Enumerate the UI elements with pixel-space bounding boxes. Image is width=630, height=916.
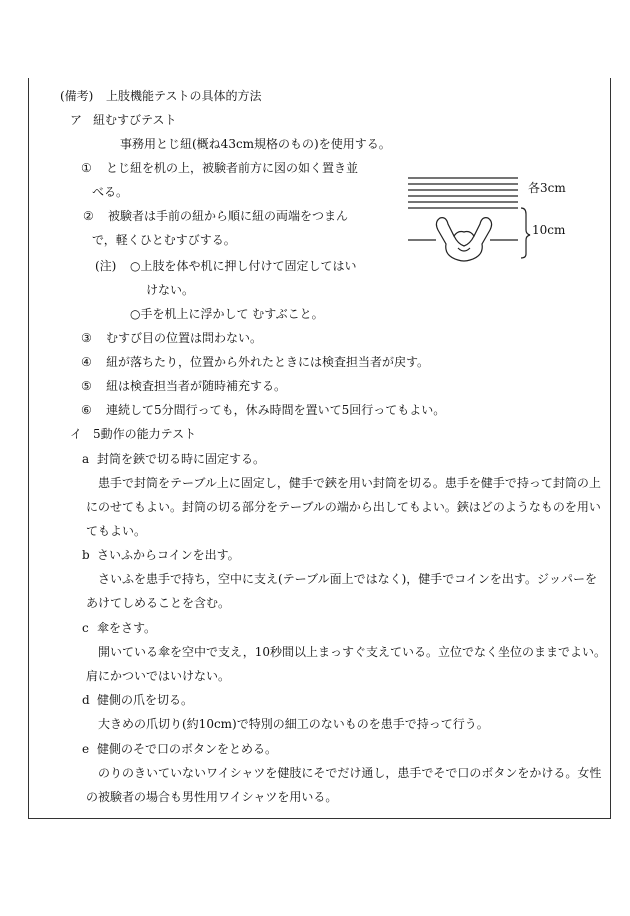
item-4-num: ④ xyxy=(81,355,92,369)
task-e-letter: e xyxy=(82,742,90,756)
item-2-line-2: で，軽くひとむすびする。 xyxy=(92,233,236,247)
section-b-title: 5動作の能力テスト xyxy=(93,427,197,441)
page-title: 上肢機能テストの具体的方法 xyxy=(106,89,262,103)
task-a-line-1: 患手で封筒をテーブル上に固定し，健手で鋏を用い封筒を切る。患手を健手で持って封筒の上 xyxy=(98,476,601,490)
task-c-letter: c xyxy=(82,621,89,635)
note-1-line-2: けない。 xyxy=(146,283,195,297)
task-d-title: 健側の爪を切る。 xyxy=(97,693,194,707)
figure-label-each: 各3cm xyxy=(528,181,566,195)
item-4-text: 紐が落ちたり，位置から外れたときには検査担当者が戻す。 xyxy=(106,355,430,369)
task-a-line-2: にのせてもよい。封筒の切る部分をテーブルの端から出してもよい。鋏はどのようなものを用い xyxy=(86,500,601,514)
task-b-title: さいふからコインを出す。 xyxy=(97,548,240,562)
section-b-mark: イ xyxy=(70,427,83,441)
item-3-text: むすび目の位置は問わない。 xyxy=(106,331,263,345)
task-d-line-1: 大きめの爪切り(約10cm)で特別の細工のないものを患手で持って行う。 xyxy=(98,717,489,731)
task-a-letter: a xyxy=(82,452,90,466)
section-a-mark: ア xyxy=(70,113,83,127)
item-1-line-2: べる。 xyxy=(92,185,129,199)
note-label: (備考) xyxy=(60,89,94,103)
section-a-intro: 事務用とじ紐(概ね43cm規格のもの)を使用する。 xyxy=(120,137,391,151)
note-2: ○手を机上に浮かして むすぶこと。 xyxy=(130,307,324,321)
note-mark: (注) xyxy=(95,259,117,273)
item-5-text: 紐は検査担当者が随時補充する。 xyxy=(106,379,287,393)
task-a-line-3: てもよい。 xyxy=(86,524,147,538)
item-6-num: ⑥ xyxy=(81,403,92,417)
task-c-line-1: 開いている傘を空中で支え，10秒間以上まっすぐ支えている。立位でなく坐位のままでよい。 xyxy=(98,645,606,659)
task-b-line-1: さいふを患手で持ち，空中に支え(テーブル面上ではなく)，健手でコインを出す。ジッパーを xyxy=(98,572,597,586)
item-2-num: ② xyxy=(83,209,94,223)
figure-label-distance: 10cm xyxy=(532,223,566,237)
section-a-title: 紐むすびテスト xyxy=(93,113,177,127)
task-a-title: 封筒を鋏で切る時に固定する。 xyxy=(97,452,266,466)
task-e-line-1: のりのきいていないワイシャツを健肢にそでだけ通し，患手でそで口のボタンをかける。女性 xyxy=(98,766,602,780)
note-1-line-1: ○上肢を体や机に押し付けて固定してはい xyxy=(130,259,357,273)
item-3-num: ③ xyxy=(81,331,92,345)
task-b-line-2: あけてしめることを含む。 xyxy=(86,596,231,610)
task-d-letter: d xyxy=(82,693,90,707)
task-e-line-2: の被験者の場合も男性用ワイシャツを用いる。 xyxy=(86,790,338,804)
item-1-num: ① xyxy=(81,161,92,175)
item-5-num: ⑤ xyxy=(81,379,92,393)
item-6-text: 連続して5分間行っても，休み時間を置いて5回行ってもよい。 xyxy=(106,403,446,417)
task-e-title: 健側のそで口のボタンをとめる。 xyxy=(97,742,278,756)
task-b-letter: b xyxy=(82,548,90,562)
item-2-line-1: 被験者は手前の紐から順に紐の両端をつまん xyxy=(108,209,349,223)
task-c-title: 傘をさす。 xyxy=(97,621,157,635)
item-1-line-1: とじ紐を机の上，被験者前方に図の如く置き並 xyxy=(106,161,359,175)
task-c-line-2: 肩にかついではいけない。 xyxy=(86,669,231,683)
